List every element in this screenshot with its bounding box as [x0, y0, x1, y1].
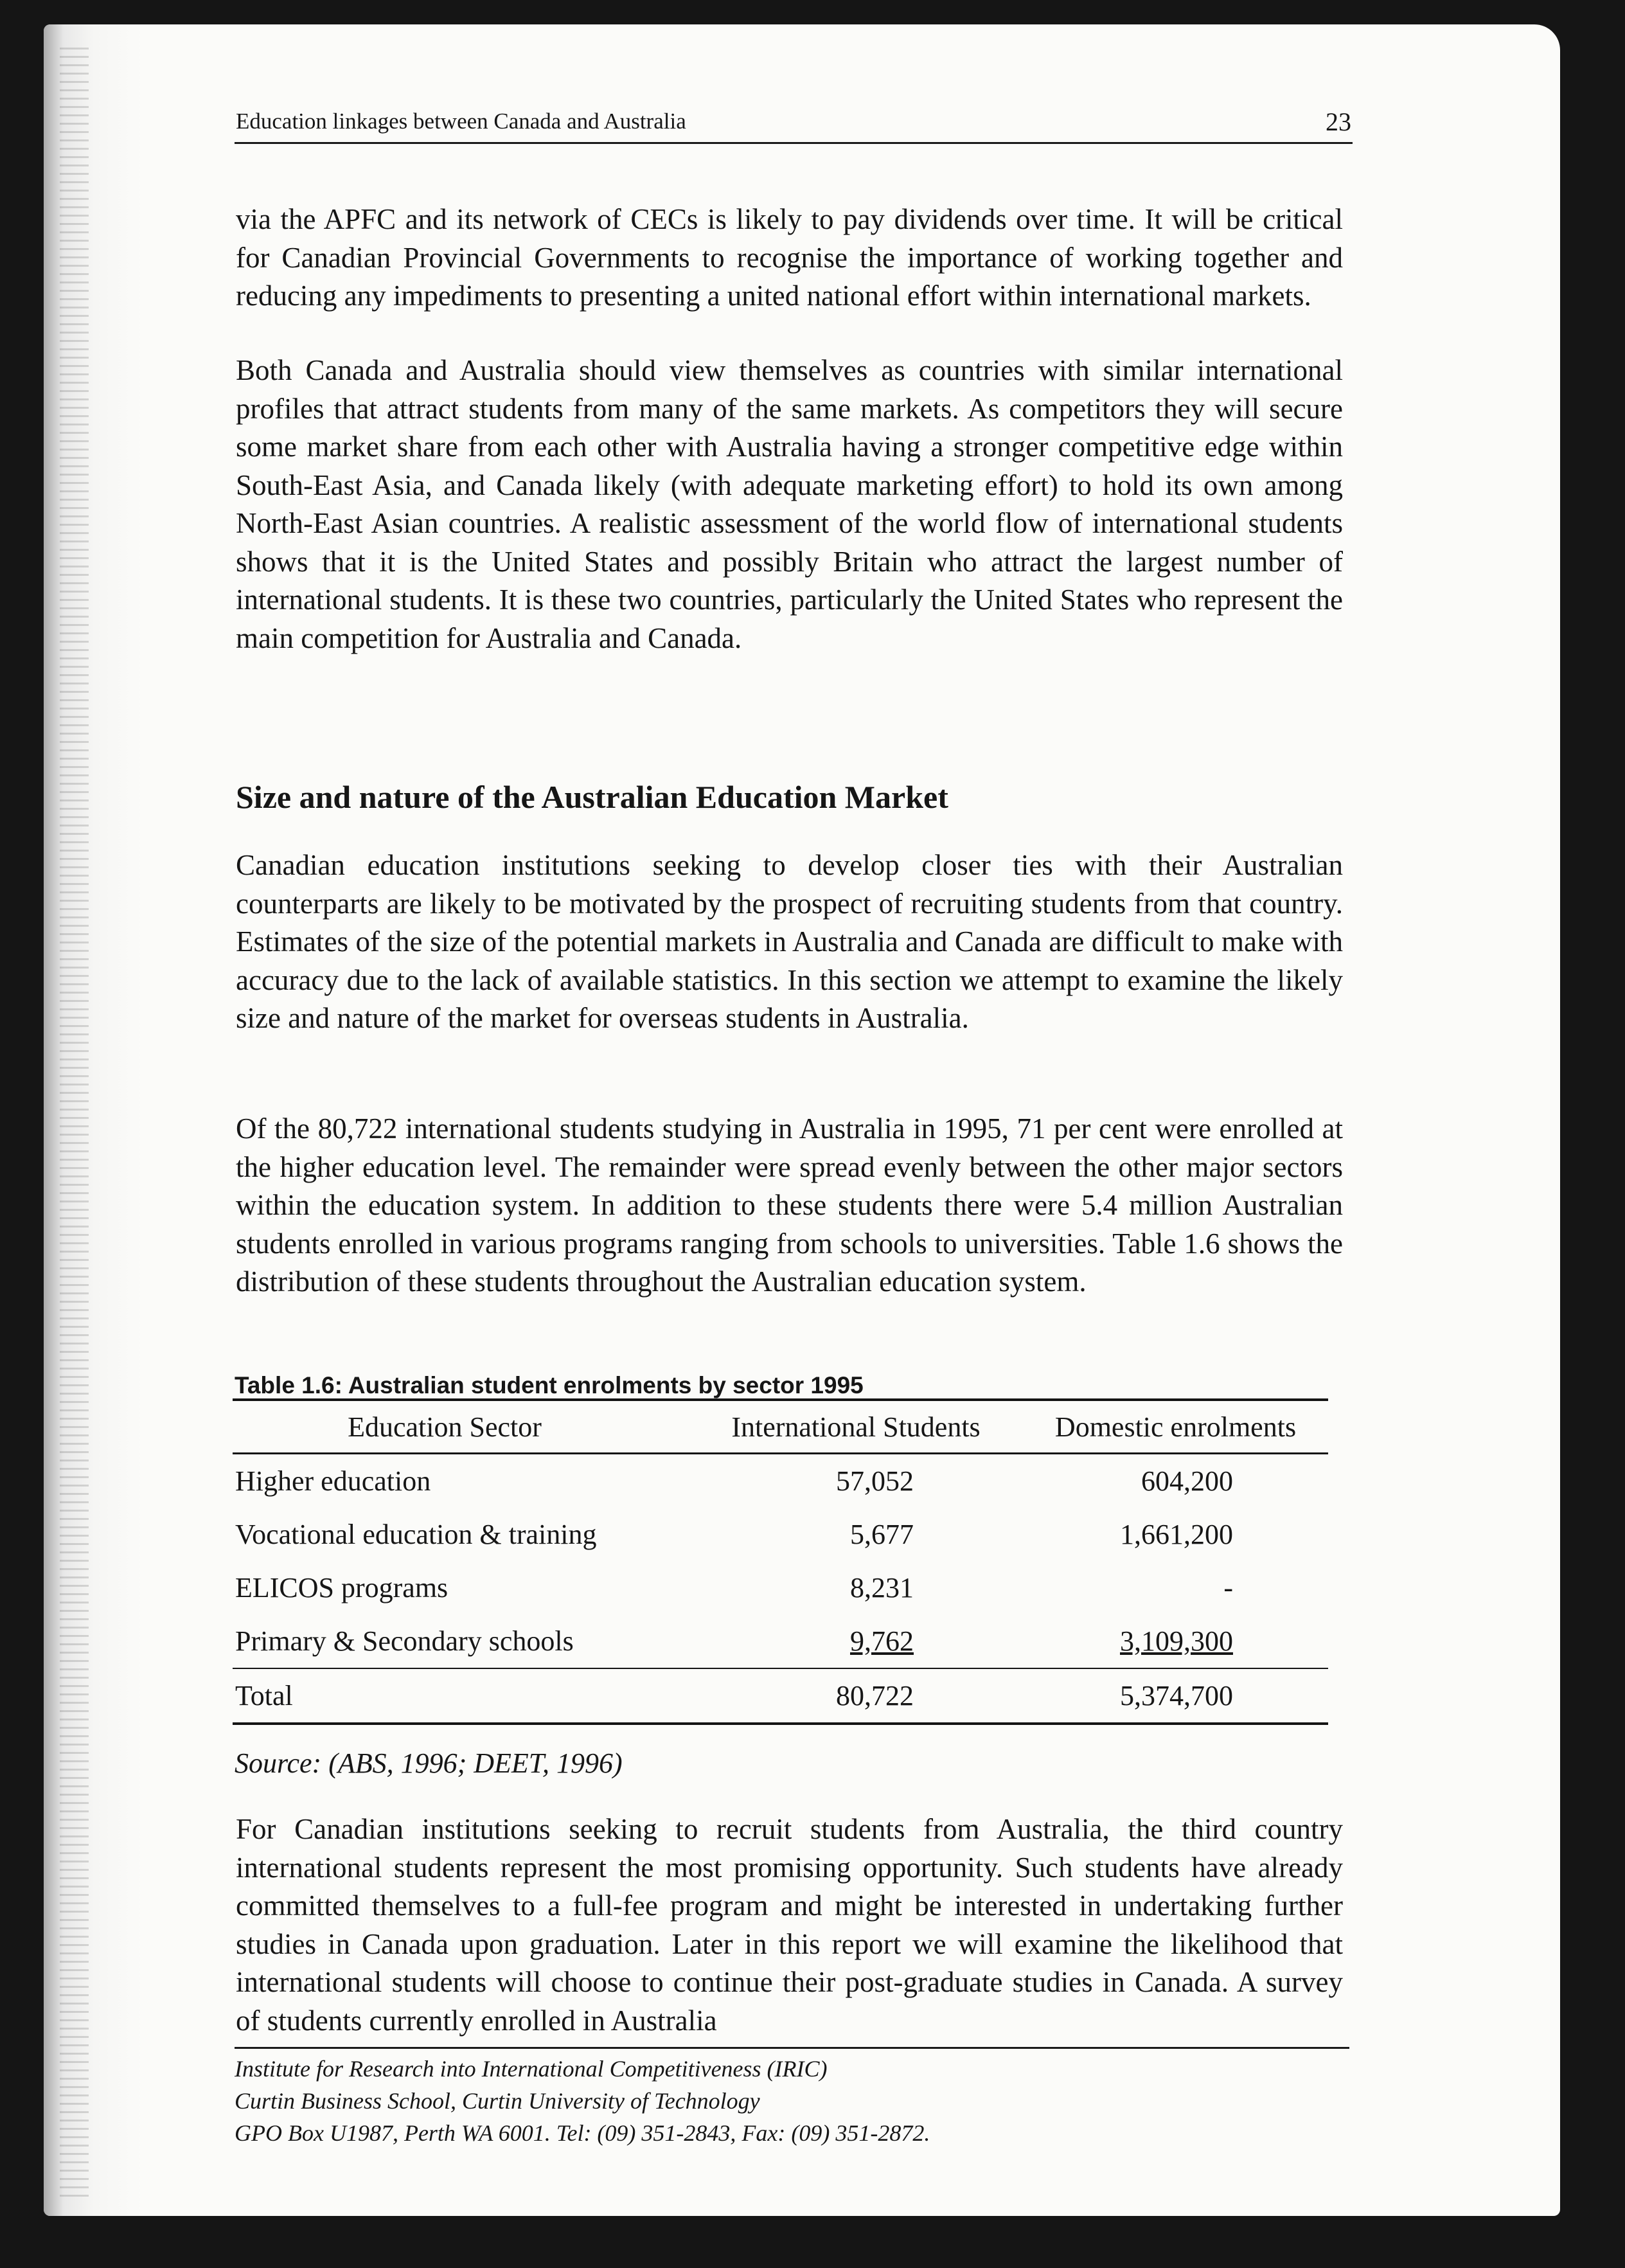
body-paragraph-1: via the APFC and its network of CECs is likely to pay dividends over time. It will be critical for Canadian Provincial Governments to recognise the importance of working together and reducing any impediments to presenting a united national effort within international markets.: [236, 203, 1343, 312]
cell-international: 80,722: [689, 1668, 1023, 1722]
section-heading: Size and nature of the Australian Education Market: [236, 779, 948, 815]
table-row: [233, 1508, 1328, 1561]
cell-sector: Vocational education & training: [235, 1519, 597, 1550]
cell-sector: Primary & Secondary schools: [235, 1625, 574, 1657]
page-footer: [235, 2047, 1349, 2149]
footer-school: Curtin Business School, Curtin University of Technology: [235, 2088, 760, 2114]
enrolments-table: [233, 1398, 1328, 1725]
running-title: Education linkages between Canada and Australia: [236, 109, 686, 134]
table-caption: Table 1.6: Australian student enrolments by sector 1995: [235, 1372, 864, 1398]
table-row: [233, 1614, 1328, 1668]
cell-international: 57,052: [836, 1465, 914, 1497]
cell-domestic: 1,661,200: [1120, 1519, 1233, 1550]
cell-sector: ELICOS programs: [235, 1572, 448, 1603]
footer-address: GPO Box U1987, Perth WA 6001. Tel: (09) 351-2843, Fax: (09) 351-2872.: [235, 2120, 930, 2146]
cell-domestic: 5,374,700: [1023, 1668, 1328, 1722]
table-row: [233, 1454, 1328, 1508]
column-header-international: International Students: [689, 1401, 1023, 1454]
cell-international: 5,677: [850, 1519, 914, 1550]
cell-sector: Total: [233, 1668, 689, 1722]
footer-institute: Institute for Research into International Competitiveness (IRIC): [235, 2056, 828, 2082]
body-paragraph-2: Both Canada and Australia should view themselves as countries with similar international profiles that attract students from many of the same markets. As competitors they will secure some market share from each other with Australia having a stronger competitive edge within South-East Asia, and Canada likely (with adequate marketing effort) to hold its own among North-East Asian countries. A realistic assessment of the world flow of international students shows that it is the United States and possibly Britain who attract the largest number of international students. It is these two countries, particularly the United States who represent the main competition for Australia and Canada.: [236, 354, 1343, 654]
table-source: Source: (ABS, 1996; DEET, 1996): [235, 1747, 623, 1779]
table-row: [233, 1561, 1328, 1614]
column-header-domestic: Domestic enrolments: [1023, 1401, 1328, 1454]
cell-domestic: -: [1223, 1572, 1233, 1603]
cell-domestic: 3,109,300: [1120, 1625, 1233, 1657]
cell-domestic: 604,200: [1141, 1465, 1233, 1497]
running-header: [235, 106, 1353, 144]
cell-international: 8,231: [850, 1572, 914, 1603]
body-paragraph-5: For Canadian institutions seeking to recruit students from Australia, the third country international students represent the most promising opportunity. Such students have already committed themselves to a full-fee program and might be interested in undertaking further studies in Canada upon graduation. Later in this report we will examine the likelihood that international students will choose to continue their post-graduate studies in Canada. A survey of students currently enrolled in Australia: [236, 1813, 1343, 2037]
column-header-sector: Education Sector: [233, 1401, 689, 1454]
cell-international: 9,762: [850, 1625, 914, 1657]
cell-sector: Higher education: [235, 1465, 431, 1497]
body-paragraph-3: Canadian education institutions seeking to develop closer ties with their Australian counterparts are likely to be motivated by the prospect of recruiting students from that country. Estimates of the size of the potential markets in Australia and Canada are difficult to make with accuracy due to the lack of available statistics. In this section we attempt to examine the likely size and nature of the market for overseas students in Australia.: [236, 849, 1343, 1034]
page-binding-edge: [44, 24, 143, 2216]
table-header-row: [233, 1401, 1328, 1454]
table-total-row: [233, 1668, 1328, 1722]
page-number: 23: [1326, 107, 1351, 136]
body-paragraph-4: Of the 80,722 international students studying in Australia in 1995, 71 per cent were enrolled at the higher education level. The remainder were spread evenly between the other major sectors within the education system. In addition to these students there were 5.4 million Australian students enrolled in various programs ranging from schools to universities. Table 1.6 shows the distribution of these students throughout the Australian education system.: [236, 1112, 1343, 1298]
